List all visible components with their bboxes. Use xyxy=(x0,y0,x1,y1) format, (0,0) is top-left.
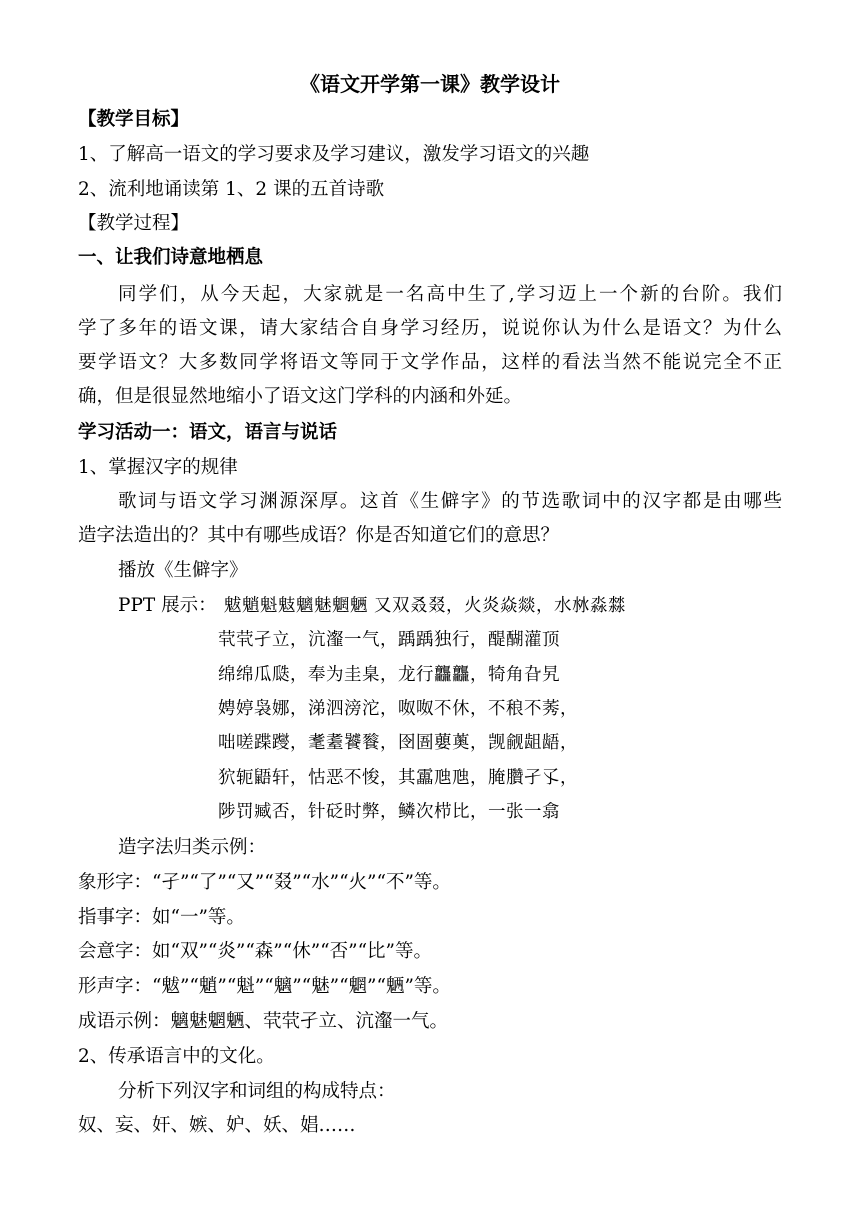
idiom-examples-line: 成语示例：魑魅魍魉、茕茕孑立、沆瀣一气。 xyxy=(78,1011,449,1032)
goal-item-1: 1、了解高一语文的学习要求及学习建议，激发学习语文的兴趣 xyxy=(78,144,590,165)
char-list-line: 奴、妄、奸、嫉、妒、妖、娼…… xyxy=(78,1115,356,1136)
goal-item-2: 2、流利地诵读第 1、2 课的五首诗歌 xyxy=(78,179,385,200)
phonetic-line: 形声字：“魃”“魈”“魁”“魑”“魅”“魍”“魉”等。 xyxy=(78,976,451,997)
document-title: 《语文开学第一课》教学设计 xyxy=(300,72,560,96)
analyze-intro: 分析下列汉字和词组的构成特点： xyxy=(118,1081,396,1102)
list-item-2: 2、传承语言中的文化。 xyxy=(78,1046,275,1067)
paragraph-line: 要学语文？大多数同学将语文等同于文学作品，这样的看法当然不能说完全不正 xyxy=(78,352,782,373)
activity-heading: 学习活动一：语文，语言与说话 xyxy=(78,422,338,443)
lyrics-line: 狖轭鼯轩，怙恶不悛，其靁虺虺，腌臢孑孓， xyxy=(218,768,578,788)
section-heading-process: 【教学过程】 xyxy=(78,213,190,234)
heading-part-one: 一、让我们诗意地栖息 xyxy=(78,247,264,268)
lyrics-line: 绵绵瓜瓞，奉为圭臬，龙行龘龘，犄角旮旯 xyxy=(218,665,560,685)
section-heading-goals: 【教学目标】 xyxy=(78,109,190,130)
paragraph-line: 造字法造出的？其中有哪些成语？你是否知道它们的意思？ xyxy=(78,525,560,546)
lyrics-line: 魃魈魁鬾魑魅魍魉 又双叒叕，火炎焱燚，水沝淼㵘 xyxy=(224,596,627,616)
lyrics-line: 娉婷袅娜，涕泗滂沱，呶呶不休，不稂不莠， xyxy=(218,699,578,719)
pictographic-line: 象形字：“孑”“了”“又”“叕”“水”“火”“不”等。 xyxy=(78,872,451,893)
paragraph-line: 同学们，从今天起，大家就是一名高中生了,学习迈上一个新的台阶。我们 xyxy=(118,284,782,305)
lyrics-line: 咄嗟蹀躞，耄耋饕餮，囹圄蘡薁，觊觎龃龉， xyxy=(218,733,578,753)
lyrics-line: 茕茕孑立，沆瀣一气，踽踽独行，醍醐灌顶 xyxy=(218,630,560,650)
lyrics-line: 陟罚臧否，针砭时弊，鳞次栉比，一张一翕 xyxy=(218,802,560,822)
list-item-1: 1、掌握汉字的规律 xyxy=(78,457,238,478)
ppt-label: PPT 展示： xyxy=(118,595,217,616)
paragraph-line: 歌词与语文学习渊源深厚。这首《生僻字》的节选歌词中的汉字都是由哪些 xyxy=(118,491,782,512)
play-song-line: 播放《生僻字》 xyxy=(118,560,248,581)
paragraph-line: 学了多年的语文课，请大家结合自身学习经历，说说你认为什么是语文？为什么 xyxy=(78,318,782,339)
paragraph-line: 确，但是很显然地缩小了语文这门学科的内涵和外延。 xyxy=(78,386,523,407)
associative-line: 会意字：如“双”“炎”“森”“休”“否”“比”等。 xyxy=(78,941,432,962)
indicative-line: 指事字：如“一”等。 xyxy=(78,907,245,928)
classify-intro: 造字法归类示例： xyxy=(118,837,267,858)
